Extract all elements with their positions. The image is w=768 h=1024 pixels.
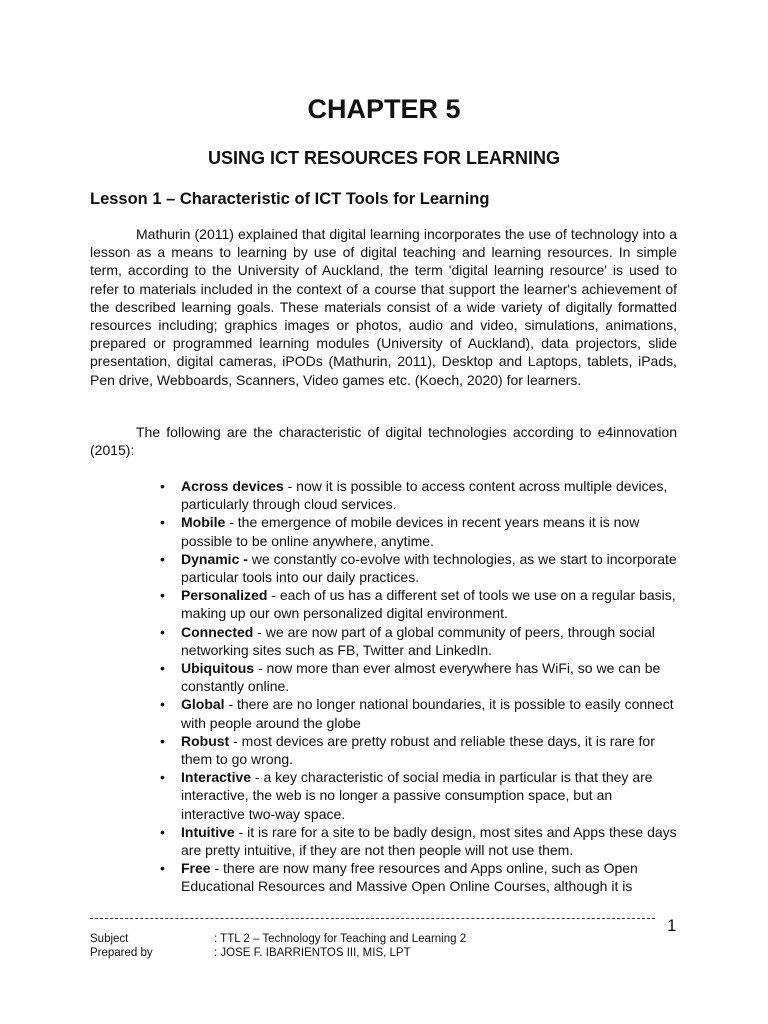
list-item-text: - it is rare for a site to be badly design, most sites and Apps these days are pretty intuitive, if they are not then people will not use them. <box>181 823 677 859</box>
page-number: 1 <box>667 916 677 935</box>
bullet-icon: • <box>160 660 165 677</box>
list-item-text: - there are now many free resources and Apps online, such as Open Educational Resources and Massive Open Online Courses, although it is <box>181 860 638 895</box>
footer-prepared-value: : JOSE F. IBARRIENTOS III, MIS, LPT <box>214 947 411 959</box>
list-item-text: - the emergence of mobile devices in recent years means it is now possible to be online anywhere, anytime. <box>181 514 640 549</box>
list-item-text: - most devices are pretty robust and reliable these days, it is rare for them to go wrong. <box>181 732 655 768</box>
list-item-text: - we are now part of a global community of peers, through social networking sites such as FB, Twitter and LinkedIn. <box>181 623 655 658</box>
chapter-title: CHAPTER 5 <box>307 94 461 124</box>
list-item-text: - now more than ever almost everywhere has WiFi, so we can be constantly online. <box>181 660 661 695</box>
intro-paragraph <box>90 225 677 389</box>
footer-subject-label: Subject <box>90 933 129 945</box>
list-item <box>160 823 678 859</box>
list-item-text: - each of us has a different set of tools we use on a regular basis, making up our own personalized digital environment. <box>181 587 676 622</box>
list-item-term: Connected <box>181 623 254 640</box>
footer-subject-value: : TTL 2 – Technology for Teaching and Learning 2 <box>214 933 467 945</box>
bullet-icon: • <box>160 823 165 840</box>
list-item <box>160 586 678 622</box>
footer-subject-line <box>90 932 466 946</box>
list-item-term: Interactive <box>181 769 252 786</box>
list-item <box>160 477 678 513</box>
lesson-heading: Lesson 1 – Characteristic of ICT Tools for Learning <box>90 190 490 208</box>
list-item-term: Global <box>181 696 225 713</box>
list-item-term: Free <box>181 860 211 877</box>
list-item-term: Mobile <box>181 514 226 531</box>
list-item-term: Personalized <box>181 587 268 604</box>
bullet-icon: • <box>160 732 165 749</box>
list-item-term: Across devices <box>181 478 284 494</box>
bullet-icon: • <box>160 514 165 531</box>
bullet-icon: • <box>160 860 165 877</box>
bullet-icon: • <box>160 478 165 494</box>
list-item <box>160 550 678 586</box>
bullet-icon: • <box>160 587 165 604</box>
list-item-text: we constantly co-evolve with technologies, as we start to incorporate particular tools into our daily practices. <box>181 550 677 586</box>
list-item-text: - a key characteristic of social media in particular is that they are interactive, the web is no longer a passive consumption space, but an interactive two-way space. <box>181 769 653 822</box>
bullet-icon: • <box>160 550 165 567</box>
bullet-icon: • <box>160 623 165 640</box>
footer-prepared-line <box>90 946 411 960</box>
characteristics-list <box>160 477 678 896</box>
list-item <box>160 732 678 768</box>
intro-paragraph-text: Mathurin (2011) explained that digital learning incorporates the use of technology into a lesson as a means to learning by use of digital teaching and learning resources. In simple term, according to the University of Auckland, the term 'digital learning resource' is used to refer to materials included in the context of a course that support the learner's achievement of the described learning goals. These materials consist of a wide variety of digitally formatted resources including; graphics images or photos, audio and video, simulations, animations, prepared or programmed learning modules (University of Auckland), data projectors, slide presentation, digital cameras, iPODs (Mathurin, 2011), Desktop and Laptops, tablets, iPads, Pen drive, Webboards, Scanners, Video games etc. (Koech, 2020) for learners. <box>90 226 677 388</box>
list-item-text: - there are no longer national boundaries, it is possible to easily connect with people around the globe <box>181 696 674 731</box>
characteristics-intro-text: The following are the characteristic of digital technologies according to e4innovation (2015): <box>90 424 677 459</box>
list-item <box>160 768 678 823</box>
list-item-term: Ubiquitous <box>181 660 255 677</box>
list-item-term: Robust <box>181 732 230 749</box>
footer-prepared-label: Prepared by <box>90 947 153 959</box>
list-item <box>160 859 678 895</box>
bullet-icon: • <box>160 769 165 786</box>
bullet-icon: • <box>160 696 165 713</box>
list-item <box>160 695 678 731</box>
list-item <box>160 623 678 659</box>
list-item <box>160 513 678 549</box>
chapter-subtitle: USING ICT RESOURCES FOR LEARNING <box>207 148 561 168</box>
characteristics-intro-paragraph <box>90 423 677 459</box>
list-item <box>160 659 678 695</box>
list-item-term: Intuitive <box>181 823 235 840</box>
list-item-text: - now it is possible to access content across multiple devices, particularly through cloud services. <box>181 478 668 513</box>
list-item-term: Dynamic - <box>181 550 248 567</box>
footer-divider <box>90 918 655 919</box>
